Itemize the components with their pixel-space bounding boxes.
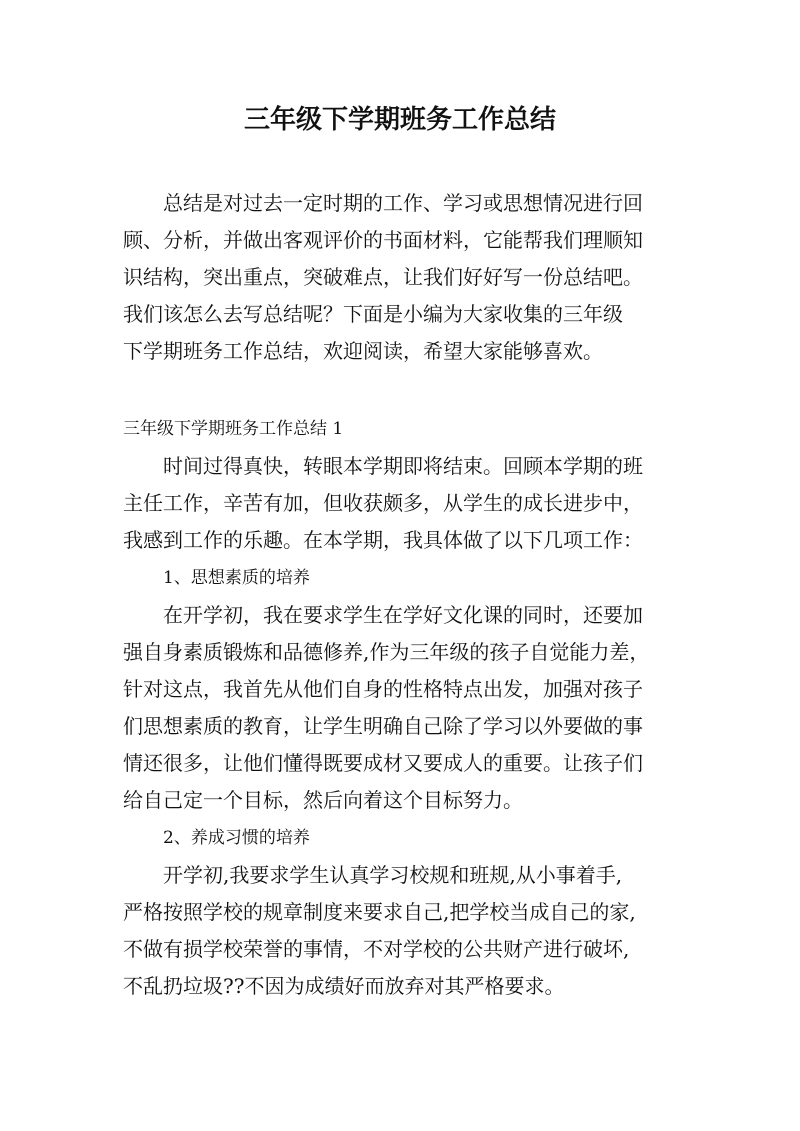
paragraph-line: 不乱扔垃圾??不因为成绩好而放弃对其严格要求。 <box>123 974 565 998</box>
intro-line: 识结构，突出重点，突破难点，让我们好好写一份总结吧。 <box>123 265 643 289</box>
intro-line: 总结是对过去一定时期的工作、学习或思想情况进行回 <box>163 191 643 215</box>
intro-line: 下学期班务工作总结，欢迎阅读，希望大家能够喜欢。 <box>123 339 603 363</box>
paragraph-line: 主任工作，辛苦有加，但收获颇多，从学生的成长进步中， <box>123 491 643 515</box>
item-heading: 1、思想素质的培养 <box>163 568 310 588</box>
paragraph-line: 们思想素质的教育，让学生明确自己除了学习以外要做的事 <box>123 714 643 738</box>
paragraph-line: 针对这点，我首先从他们自身的性格特点出发，加强对孩子 <box>123 677 643 701</box>
paragraph-line: 严格按照学校的规章制度来要求自己,把学校当成自己的家, <box>123 900 636 924</box>
item-heading: 2、养成习惯的培养 <box>163 828 310 848</box>
document-title: 三年级下学期班务工作总结 <box>243 105 556 135</box>
paragraph-line: 给自己定一个目标，然后向着这个目标努力。 <box>123 788 523 812</box>
paragraph-line: 情还很多，让他们懂得既要成材又要成人的重要。让孩子们 <box>123 751 643 775</box>
paragraph-line: 时间过得真快，转眼本学期即将结束。回顾本学期的班 <box>163 454 643 478</box>
section-heading: 三年级下学期班务工作总结 1 <box>123 419 344 439</box>
paragraph-line: 不做有损学校荣誉的事情，不对学校的公共财产进行破坏, <box>123 937 630 961</box>
paragraph-line: 我感到工作的乐趣。在本学期，我具体做了以下几项工作： <box>123 528 643 552</box>
paragraph-line: 开学初,我要求学生认真学习校规和班规,从小事着手, <box>163 863 623 887</box>
paragraph-line: 强自身素质锻炼和品德修养,作为三年级的孩子自觉能力差， <box>123 640 650 664</box>
paragraph-line: 在开学初，我在要求学生在学好文化课的同时，还要加 <box>163 603 643 627</box>
intro-line: 顾、分析，并做出客观评价的书面材料，它能帮我们理顺知 <box>123 228 643 252</box>
intro-line: 我们该怎么去写总结呢？下面是小编为大家收集的三年级 <box>123 302 623 326</box>
